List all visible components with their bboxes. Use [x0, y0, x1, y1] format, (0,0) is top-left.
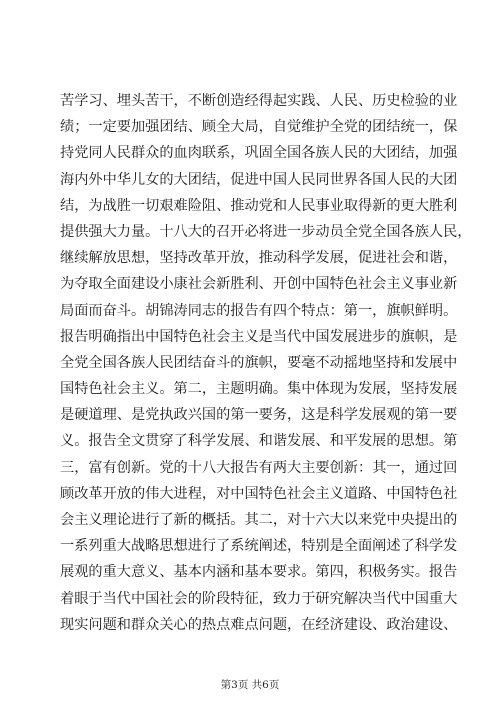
body-text: [60, 88, 472, 638]
text-line: 会主义理论进行了新的概括。其二，对十六大以来党中央提出的: [60, 512, 458, 528]
text-line: 海内外中华儿女的大团结，促进中国人民同世界各国人民的大团: [60, 171, 458, 188]
text-line: 三，富有创新。党的十八大报告有两大主要创新：其一，通过回: [60, 459, 458, 476]
text-line: 是硬道理、是党执政兴国的第一要务，这是科学发展观的第一要: [60, 407, 458, 424]
text-line: 顾改革开放的伟大进程，对中国特色社会主义道路、中国特色社: [60, 485, 458, 502]
text-line: 着眼于当代中国社会的阶段特征，致力于研究解决当代中国重大: [60, 590, 458, 607]
text-line: 报告明确指出中国特色社会主义是当代中国发展进步的旗帜，是: [60, 328, 458, 345]
text-line: 为夺取全面建设小康社会新胜利、开创中国特色社会主义事业新: [60, 276, 458, 293]
text-line: 展观的重大意义、基本内涵和基本要求。第四，积极务实。报告: [60, 564, 458, 581]
text-line: 结，为战胜一切艰难险阻、推动党和人民事业取得新的更大胜利: [60, 197, 458, 214]
text-line: 局面而奋斗。胡锦涛同志的报告有四个特点：第一，旗帜鲜明。: [60, 302, 458, 319]
text-line: 继续解放思想，坚持改革开放，推动科学发展，促进社会和谐，: [60, 250, 458, 267]
text-line: 全党全国各族人民团结奋斗的旗帜，要毫不动摇地坚持和发展中: [60, 354, 458, 371]
page-number-footer: 第3页 共6页: [220, 679, 280, 691]
text-line: 绩；一定要加强团结、顾全大局，自觉维护全党的团结统一，保: [60, 119, 458, 136]
text-line: 现实问题和群众关心的热点难点问题，在经济建设、政治建设、: [60, 616, 458, 633]
text-line: 苦学习、埋头苦干，不断创造经得起实践、人民、历史检验的业: [60, 93, 458, 109]
text-line: 国特色社会主义。第二，主题明确。集中体现为发展，坚持发展: [60, 381, 458, 398]
text-line: 持党同人民群众的血肉联系，巩固全国各族人民的大团结，加强: [60, 145, 458, 162]
text-line: 一系列重大战略思想进行了系统阐述，特别是全面阐述了科学发: [60, 538, 458, 555]
text-line: 义。报告全文贯穿了科学发展、和谐发展、和平发展的思想。第: [60, 433, 458, 450]
text-line: 提供强大力量。十八大的召开必将进一步动员全党全国各族人民，: [60, 223, 472, 240]
